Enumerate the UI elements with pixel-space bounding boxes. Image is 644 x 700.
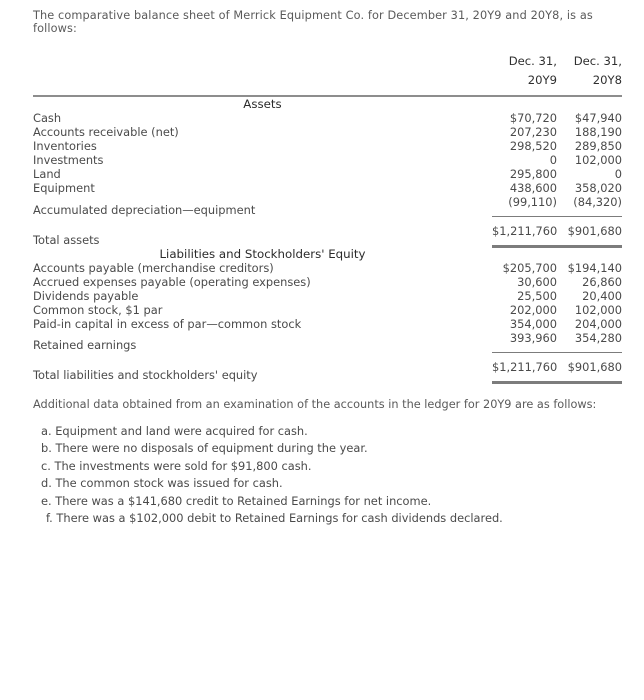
row-value-y9: 295,800 [509,167,557,181]
column-header-y8-year: 20Y8 [592,73,622,87]
total-assets-label: Total assets [33,232,100,247]
row-value-y9: 393,960 [492,331,557,353]
table-row [33,261,622,275]
header-spacer [33,52,492,71]
column-header-y9-date: Dec. 31, [508,54,557,68]
section-heading-assets: Assets [243,97,282,111]
total-assets-row [33,217,622,247]
row-label: Cash [33,111,62,125]
additional-data-intro: Additional data obtained from an examination of the accounts in the ledger for 20Y9 are as follows: [33,397,597,411]
section-liab-spacer-2 [557,247,622,261]
row-value-y9: 202,000 [509,302,557,317]
list-item: e. There was a $141,680 credit to Retained Earnings for net income. [41,493,432,508]
column-header-y8-date: Dec. 31, [573,54,622,68]
row-label: Common stock, $1 par [33,302,163,317]
row-label: Accrued expenses payable (operating expenses) [33,274,311,289]
row-value-y9: $70,720 [509,111,557,125]
row-value-y9: 30,600 [517,274,557,289]
row-label: Inventories [33,139,97,153]
row-value-y9: 354,000 [509,316,557,331]
row-label: Land [33,167,61,181]
row-value-y9: 207,230 [509,125,557,139]
total-liabilities-equity-value-y8: $901,680 [557,352,622,382]
column-header-y9-year: 20Y9 [527,73,557,87]
row-value-y8: 20,400 [582,288,622,303]
section-heading-liabilities-row [33,247,622,261]
list-item: c. The investments were sold for $91,800 cash. [41,458,312,473]
comparative-balance-sheet-table [33,52,622,384]
row-value-y8: 289,850 [574,139,622,153]
table-row [33,167,622,181]
row-label: Accumulated depreciation—equipment [33,202,256,217]
row-value-y9: (99,110) [492,195,557,217]
total-liabilities-equity-row [33,352,622,382]
table-row [33,331,622,353]
column-header-row-1 [33,52,622,71]
row-value-y8: 204,000 [574,316,622,331]
header-spacer-2 [33,71,492,95]
row-value-y8: $47,940 [574,111,622,125]
table-row [33,111,622,125]
list-item: d. The common stock was issued for cash. [41,476,283,490]
row-label: Paid-in capital in excess of par—common stock [33,316,302,331]
table-row [33,125,622,139]
row-value-y9: $205,700 [502,260,557,275]
total-assets-value-y9: $1,211,760 [492,217,557,247]
row-value-y8: 26,860 [582,274,622,289]
total-liabilities-equity-value-y9: $1,211,760 [492,352,557,382]
row-label: Investments [33,153,104,167]
section-heading-liabilities: Liabilities and Stockholders' Equity [159,246,366,261]
list-item: f. There was a $102,000 debit to Retained Earnings for cash dividends declared. [46,511,503,525]
row-value-y8: 102,000 [574,153,622,167]
table-row [33,195,622,217]
row-label: Dividends payable [33,288,139,303]
list-item: a. Equipment and land were acquired for cash. [41,423,308,438]
row-value-y8: 188,190 [574,125,622,139]
row-value-y8: 354,280 [557,331,622,353]
row-value-y9: 25,500 [517,288,557,303]
total-assets-value-y8: $901,680 [557,217,622,247]
column-header-row-2 [33,71,622,95]
section-assets-spacer-2 [557,96,622,111]
row-value-y8: 358,020 [574,181,622,195]
table-row [33,181,622,195]
row-label: Accounts receivable (net) [33,125,179,139]
table-row [33,303,622,317]
row-value-y9: 0 [549,153,557,167]
row-value-y8: 102,000 [574,302,622,317]
table-row [33,275,622,289]
section-heading-assets-row [33,96,622,111]
list-item: b. There were no disposals of equipment during the year. [41,441,368,455]
row-value-y8: (84,320) [557,195,622,217]
row-label: Retained earnings [33,338,137,352]
section-liab-spacer-1 [492,247,557,261]
section-assets-spacer-1 [492,96,557,111]
additional-data-notes [33,423,622,528]
total-liabilities-equity-label: Total liabilities and stockholders' equity [33,368,258,382]
row-value-y9: 298,520 [509,139,557,153]
table-row [33,289,622,303]
row-label: Equipment [33,181,95,195]
table-row [33,317,622,331]
row-value-y8: 0 [614,167,622,181]
table-row [33,153,622,167]
row-label: Accounts payable (merchandise creditors) [33,260,274,275]
row-value-y9: 438,600 [509,181,557,195]
intro-paragraph: The comparative balance sheet of Merrick Equipment Co. for December 31, 20Y9 and 20Y8, is as follows: [33,9,593,35]
row-value-y8: $194,140 [567,260,622,275]
table-row [33,139,622,153]
